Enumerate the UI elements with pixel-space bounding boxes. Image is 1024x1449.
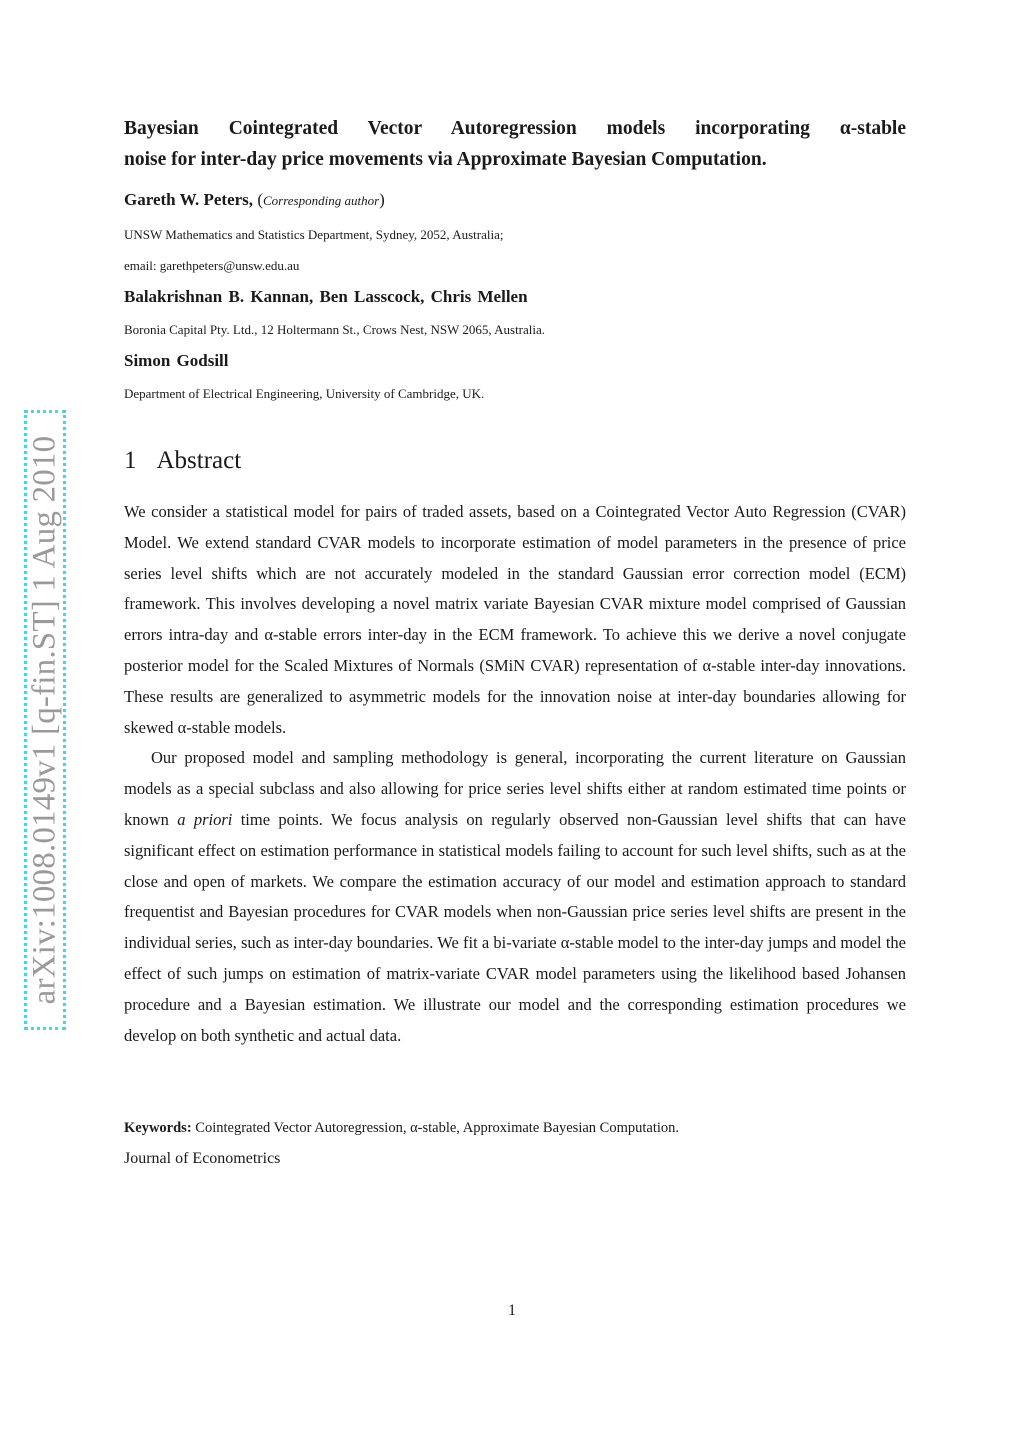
section-number: 1 — [124, 447, 137, 474]
title-line-2: noise for inter-day price movements via Approximate Bayesian Computation. — [124, 149, 767, 170]
keywords-label: Keywords: — [124, 1120, 192, 1136]
abstract-paragraph-2 — [124, 743, 906, 1051]
coauthors-group-2-affiliation: Boronia Capital Pty. Ltd., 12 Holtermann St., Crows Nest, NSW 2065, Australia. — [124, 322, 546, 337]
page-number: 1 — [508, 1302, 516, 1319]
author-note-text: Corresponding author — [262, 193, 380, 208]
coauthors-group-2: Balakrishnan B. Kannan, Ben Lasscock, Chris Mellen — [124, 287, 528, 306]
author-name: Gareth W. Peters, — [124, 190, 254, 209]
section-heading — [124, 447, 241, 475]
abstract-body — [124, 497, 906, 1051]
abstract-p2-italic: a priori — [177, 809, 233, 829]
abstract-p2-end: time points. We focus analysis on regularly observed non-Gaussian level shifts that can have significant effect on estimation performance in statistical models failing to account for such level shifts, such as at the close and open of markets. We compare the estimation accuracy of our model and estimation approach to standard frequentist and Bayesian procedures for CVAR models when non-Gaussian price series level shifts are present in the individual series, such as inter-day boundaries. We fit a bi-variate α-stable model to the inter-day jumps and model the effect of such jumps on estimation of matrix-variate CVAR model parameters using the likelihood based Johansen procedure and a Bayesian estimation. We illustrate our model and the corresponding estimation procedures we develop on both synthetic and actual data. — [124, 809, 907, 1045]
title-line-1: Bayesian Cointegrated Vector Autoregression models incorporating α-stable — [124, 118, 906, 139]
journal-name: Journal of Econometrics — [124, 1150, 281, 1167]
abstract-p2-start: Our proposed model and sampling methodology is general, incorporating the current literature on Gaussian models as a special subclass and also allowing for price series level shifts either at random estimated time points or known — [124, 748, 906, 829]
author-note: (Corresponding author) — [257, 190, 385, 209]
author-email[interactable]: email: garethpeters@unsw.edu.au — [124, 258, 300, 273]
coauthors-group-3-affiliation: Department of Electrical Engineering, University of Cambridge, UK. — [124, 386, 485, 401]
section-title-text: Abstract — [156, 447, 242, 474]
keywords-text: Cointegrated Vector Autoregression, α-stable, Approximate Bayesian Computation. — [195, 1120, 680, 1136]
author-affiliation: UNSW Mathematics and Statistics Department, Sydney, 2052, Australia; — [124, 227, 504, 242]
coauthors-group-3: Simon Godsill — [124, 351, 229, 370]
abstract-paragraph-1: We consider a statistical model for pairs of traded assets, based on a Cointegrated Vector Auto Regression (CVAR) Model. We extend standard CVAR models to incorporate estimation of model parameters in the presence of price series level shifts which are not accurately modeled in the standard Gaussian error correction model (ECM) framework. This involves developing a novel matrix variate Bayesian CVAR mixture model comprised of Gaussian errors intra-day and α-stable errors inter-day in the ECM framework. To achieve this we derive a novel conjugate posterior model for the Scaled Mixtures of Normals (SMiN CVAR) representation of α-stable inter-day innovations. These results are generalized to asymmetric models for the innovation noise at inter-day boundaries allowing for skewed α-stable models. — [124, 502, 906, 737]
corresponding-author — [124, 190, 385, 210]
arxiv-identifier[interactable]: arXiv:1008.0149v1 [q-fin.ST] 1 Aug 2010 — [26, 435, 63, 1005]
paper-title — [124, 113, 906, 175]
keywords-line — [124, 1120, 679, 1137]
